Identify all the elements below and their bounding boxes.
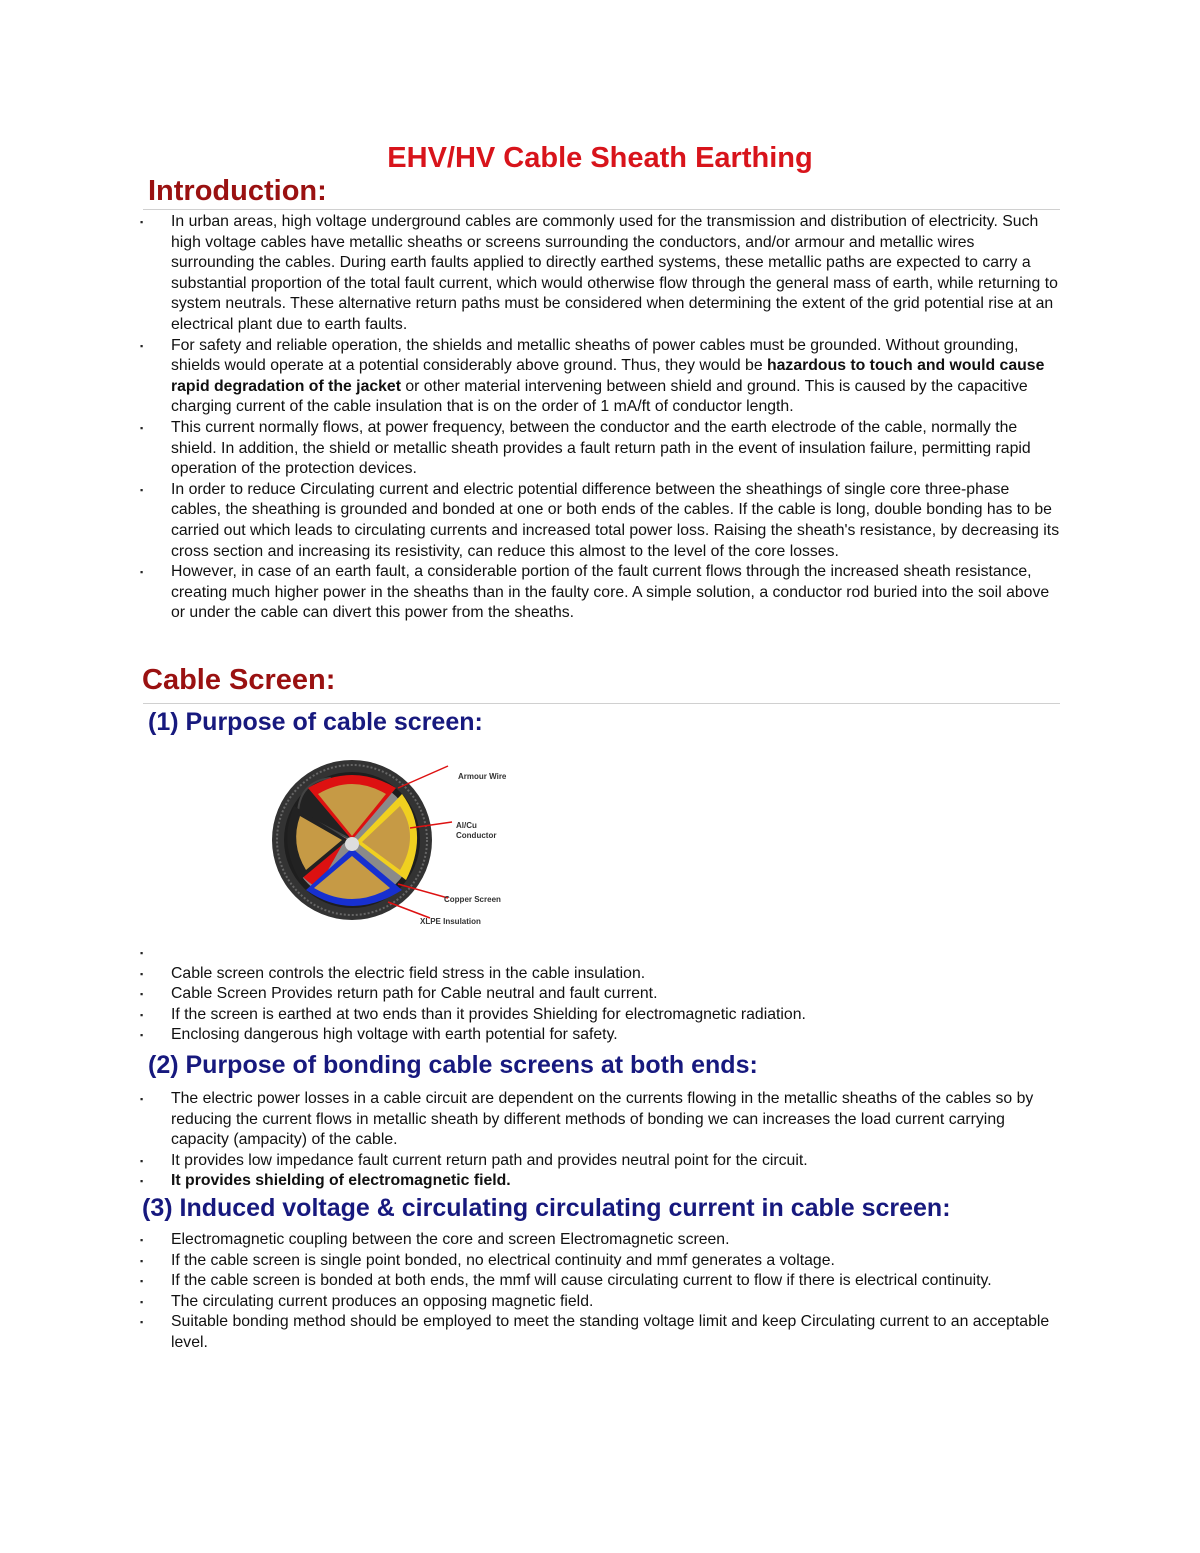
label-conductor-line1: Al/Cu (456, 821, 477, 830)
list-item: ▪ This current normally flows, at power frequency, between the conductor and the earth electrode of the cable, normally the shield. In addition, the shield or metallic sheath provides a fault return path in the event of insulation failure, permitting rapid operation of the protection devices. (140, 418, 1031, 478)
list-item: ▪ The electric power losses in a cable circuit are dependent on the currents flowing in the metallic sheaths of the cables so by reducing the current flows in metallic sheath by different methods of bonding we can increases the load current carrying capacity (ampacity) of the cable. (140, 1090, 1034, 1149)
introduction-rule (143, 209, 1060, 210)
bullet-icon: ▪ (140, 1317, 144, 1328)
bullet-icon: ▪ (140, 1155, 144, 1166)
bullet-icon: ▪ (140, 567, 144, 578)
bullet-icon: ▪ (140, 1094, 144, 1104)
bullet-icon: ▪ (140, 340, 144, 351)
induced-voltage-heading: (3) Induced voltage & circulating circulating current in cable screen: (142, 1194, 951, 1222)
list-item: ▪ In urban areas, high voltage underground cables are commonly used for the transmission and distribution of electricity. Such high voltage cables have metallic sheaths or screens surrounding the conductors, and/or armour and metallic wires surrounding the cables. During earth faults applied to directly earthed systems, these metallic paths are expected to carry a substantial proportion of the total fault current, which would otherwise flow through the general mass of earth, while returning to system neutrals. These alternative return paths must be considered when determining the extent of the grid potential rise at an electrical plant due to earth faults. (140, 213, 1058, 333)
cable-screen-heading: Cable Screen: (142, 664, 336, 696)
bullet-icon: ▪ (140, 989, 144, 1000)
bullet-icon: ▪ (140, 1296, 144, 1307)
label-copper-screen: Copper Screen (444, 895, 501, 904)
bold-text: hazardous to touch and would cause rapid degradation of the jacket (171, 357, 1045, 395)
list-item: ▪ The circulating current produces an opposing magnetic field. (140, 1292, 1060, 1313)
bullet-icon: ▪ (140, 1176, 144, 1187)
cable-screen-rule (143, 703, 1060, 704)
label-armour-wire: Armour Wire (458, 772, 507, 781)
list-item: ▪ It provides low impedance fault current return path and provides neutral point for the circuit. (140, 1151, 1060, 1172)
list-item: ▪ Cable screen controls the electric field stress in the cable insulation. (140, 964, 1060, 985)
bullet-icon: ▪ (140, 422, 144, 433)
introduction-list (140, 212, 1060, 624)
list-item: ▪ For safety and reliable operation, the shields and metallic sheaths of power cables must be grounded. Without grounding, shields would operate at a potential considerably above ground. Thus, they would be hazardous to touch and would cause rapid degradation of the jacket or other material intervening between shield and ground. This is caused by the capacitive charging current of the cable insulation that is on the order of 1 mA/ft of conductor length. (140, 336, 1045, 416)
label-conductor-line2: Conductor (456, 831, 497, 840)
list-item: ▪ Enclosing dangerous high voltage with earth potential for safety. (140, 1025, 1060, 1046)
list-item: ▪ Electromagnetic coupling between the core and screen Electromagnetic screen. (140, 1230, 1060, 1251)
bullet-icon: ▪ (140, 968, 144, 979)
label-xlpe-insulation: XLPE Insulation (420, 917, 481, 926)
list-item: ▪ Suitable bonding method should be employed to meet the standing voltage limit and keep Circulating current to an acceptable level. (140, 1313, 1050, 1351)
bullet-icon: ▪ (140, 484, 144, 495)
introduction-heading: Introduction: (148, 175, 327, 207)
list-item: ▪ If the screen is earthed at two ends than it provides Shielding for electromagnetic radiation. (140, 1005, 1060, 1026)
list-item: ▪ It provides shielding of electromagnetic field. (140, 1171, 1060, 1192)
bullet-icon: ▪ (140, 948, 144, 958)
bullet-icon: ▪ (140, 1276, 144, 1287)
list-item: ▪ In order to reduce Circulating current and electric potential difference between the sheathings of single core three-phase cables, the sheathing is grounded and bonded at one or both ends of the cables. If the cable is long, double bonding has to be carried out which leads to circulating currents and increased total power loss. Raising the sheath's resistance, by decreasing its cross section and increasing its resistivity, can reduce this almost to the level of the core losses. (140, 480, 1060, 560)
purpose-cable-screen-heading: (1) Purpose of cable screen: (148, 708, 483, 736)
list-item: ▪ If the cable screen is single point bonded, no electrical continuity and mmf generates a voltage. (140, 1251, 1060, 1272)
bonding-purpose-list (140, 1089, 1060, 1192)
list-item: ▪ Cable Screen Provides return path for Cable neutral and fault current. (140, 984, 1060, 1005)
bullet-icon: ▪ (140, 1235, 144, 1245)
bullet-icon: ▪ (140, 1255, 144, 1266)
bullet-icon: ▪ (140, 1009, 144, 1020)
list-item: ▪ However, in case of an earth fault, a considerable portion of the fault current flows through the increased sheath resistance, creating much higher power in the sheaths than in the faulty core. A simple solution, a conductor rod buried into the soil above or under the cable can divert this power from the sheaths. (140, 563, 1050, 622)
induced-voltage-list (140, 1230, 1060, 1354)
page-title: EHV/HV Cable Sheath Earthing (387, 142, 813, 174)
purpose-bonding-heading: (2) Purpose of bonding cable screens at both ends: (148, 1051, 758, 1079)
list-item: ▪ If the cable screen is bonded at both ends, the mmf will cause circulating current to flow if there is electrical continuity. (140, 1271, 1060, 1292)
bullet-icon: ▪ (140, 1030, 144, 1041)
cable-screen-purpose-list (140, 943, 1060, 1046)
bullet-icon: ▪ (140, 217, 144, 227)
list-item (140, 943, 1060, 964)
cable-cross-section-figure (270, 752, 520, 932)
